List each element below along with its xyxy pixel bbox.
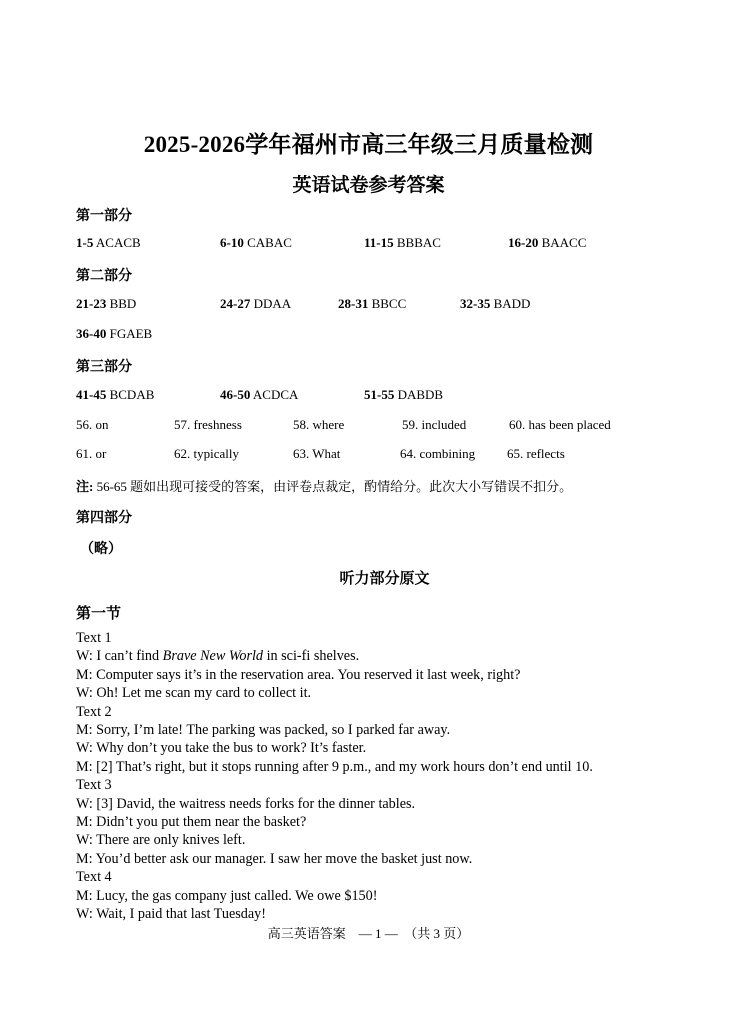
text-label: Text 4 <box>76 869 112 886</box>
answer-item: 24-27 DDAA <box>220 296 292 311</box>
page-footer: 高三英语答案 — 1 — （共 3 页） <box>267 926 470 941</box>
answer-item: 36-40 FGAEB <box>76 326 153 341</box>
blank-answer: 64. combining <box>400 446 476 461</box>
blank-answer: 63. What <box>293 446 341 461</box>
blank-answer: 59. included <box>402 417 467 432</box>
answer-item: 41-45 BCDAB <box>76 387 155 402</box>
dialogue-line: M: Computer says it’s in the reservation area. You reserved it last week, right? <box>76 666 521 683</box>
dialogue-line: M: [2] That’s right, but it stops running after 9 p.m., and my work hours don’t end until 10. <box>76 758 593 775</box>
section-heading: 第一节 <box>76 606 122 622</box>
listening-title: 听力部分原文 <box>339 571 430 587</box>
blank-answer: 60. has been placed <box>509 417 611 432</box>
blank-answer: 65. reflects <box>507 446 565 461</box>
part3-heading: 第三部分 <box>76 360 132 375</box>
answer-item: 21-23 BBD <box>76 296 137 311</box>
answer-item: 11-15 BBBAC <box>364 235 441 250</box>
dialogue-line: W: Why don’t you take the bus to work? It’s faster. <box>76 740 367 757</box>
dialogue-line: M: Sorry, I’m late! The parking was packed, so I parked far away. <box>76 722 451 739</box>
text-label: Text 1 <box>76 630 112 646</box>
answer-item: 1-5 ACACB <box>76 235 141 250</box>
text-label: Text 3 <box>76 777 112 794</box>
dialogue-line: W: I can’t find Brave New World in sci-fi shelves. <box>76 648 360 665</box>
blank-answer: 57. freshness <box>174 417 242 432</box>
answer-item: 46-50 ACDCA <box>220 387 299 402</box>
part4-heading: 第四部分 <box>76 511 132 526</box>
page-subtitle: 英语试卷参考答案 <box>292 175 445 196</box>
dialogue-line: M: You’d better ask our manager. I saw her move the basket just now. <box>76 850 473 867</box>
answer-item: 6-10 CABAC <box>220 235 292 250</box>
dialogue-line: M: Lucy, the gas company just called. We owe $150! <box>76 887 378 904</box>
dialogue-line: W: Wait, I paid that last Tuesday! <box>76 906 266 923</box>
blank-answer: 56. on <box>76 417 109 432</box>
text-label: Text 2 <box>76 703 112 720</box>
dialogue-line: W: [3] David, the waitress needs forks for the dinner tables. <box>76 795 416 812</box>
blank-answer: 58. where <box>293 417 345 432</box>
dialogue-line: W: There are only knives left. <box>76 832 246 849</box>
answer-item: 32-35 BADD <box>460 296 531 311</box>
part1-heading: 第一部分 <box>76 209 132 224</box>
blank-answer: 61. or <box>76 446 107 461</box>
page-title: 2025-2026学年福州市高三年级三月质量检测 <box>143 132 594 157</box>
blank-answer: 62. typically <box>174 446 239 461</box>
answer-item: 51-55 DABDB <box>364 387 444 402</box>
dialogue-line: M: Didn’t you put them near the basket? <box>76 814 307 831</box>
answer-item: 16-20 BAACC <box>508 235 587 250</box>
listening-script <box>76 629 593 924</box>
scoring-note: 注: 56-65 题如出现可接受的答案，由评卷点裁定，酌情给分。此次大小写错误不扣分。 <box>76 479 573 494</box>
dialogue-line: W: Oh! Let me scan my card to collect it. <box>76 685 312 702</box>
answer-item: 28-31 BBCC <box>338 296 407 311</box>
part4-omitted: （略） <box>80 542 122 557</box>
part2-heading: 第二部分 <box>76 269 132 284</box>
